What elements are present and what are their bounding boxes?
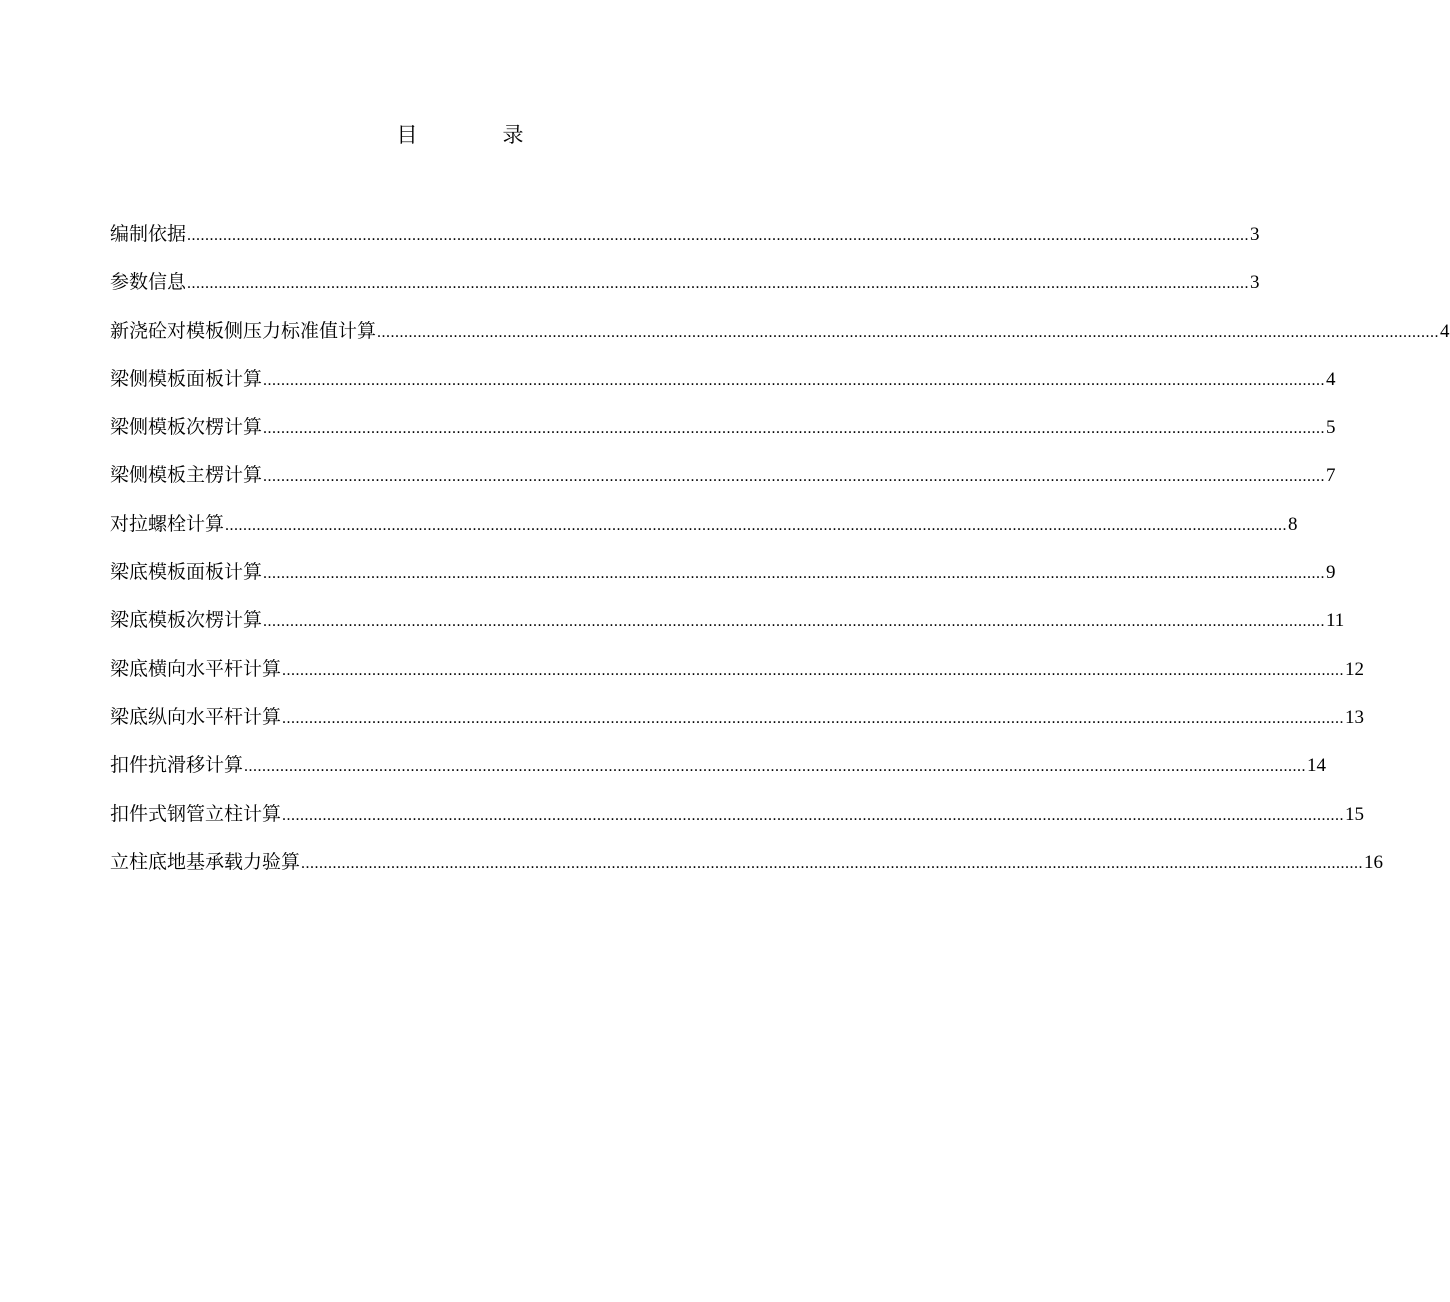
toc-entry[interactable]	[110, 699, 1365, 747]
toc-entry-page: 16	[1364, 851, 1384, 873]
toc-dot-leader: ............................................................................................................................................................................................................................................	[225, 516, 1288, 534]
toc-entry-page: 11	[1326, 610, 1345, 632]
toc-dot-leader: ............................................................................................................................................................................................................................................	[301, 854, 1364, 872]
toc-dot-leader: ............................................................................................................................................................................................................................................	[263, 565, 1326, 583]
toc-entry[interactable]	[110, 796, 1365, 844]
toc-entry-page: 12	[1345, 658, 1365, 680]
toc-entry-page: 13	[1345, 706, 1365, 728]
toc-entry-label: 新浇砼对模板侧压力标准值计算	[110, 319, 377, 342]
toc-entry[interactable]	[110, 457, 1336, 505]
toc-entry-label: 梁侧模板次楞计算	[110, 416, 263, 439]
toc-entry[interactable]	[110, 651, 1365, 699]
toc-entry-label: 梁底横向水平杆计算	[110, 657, 282, 680]
toc-entry-label: 扣件抗滑移计算	[110, 754, 244, 777]
toc-entry[interactable]	[110, 264, 1260, 312]
toc-dot-leader: ............................................................................................................................................................................................................................................	[377, 323, 1440, 341]
toc-entry[interactable]	[110, 747, 1327, 795]
toc-entry-label: 对拉螺栓计算	[110, 512, 225, 535]
toc-entry-page: 4	[1326, 368, 1336, 390]
toc-entry-page: 15	[1345, 803, 1365, 825]
toc-entry-label: 编制依据	[110, 223, 187, 245]
toc-entry[interactable]	[110, 554, 1336, 602]
toc-entry-label: 梁底模板次楞计算	[110, 609, 263, 632]
toc-entry[interactable]	[110, 602, 1345, 650]
toc-entry-label: 立柱底地基承载力验算	[110, 850, 301, 873]
toc-entry-label: 梁底纵向水平杆计算	[110, 705, 282, 728]
toc-entry-page: 8	[1288, 513, 1298, 535]
toc-entry-label: 梁底模板面板计算	[110, 561, 263, 584]
toc-dot-leader: ............................................................................................................................................................................................................................................	[263, 420, 1326, 438]
toc-entry-label: 参数信息	[110, 271, 187, 294]
toc-title: 目 录	[396, 123, 556, 147]
toc-entry-page: 3	[1250, 224, 1260, 245]
toc-dot-leader: ............................................................................................................................................................................................................................................	[282, 661, 1345, 679]
toc-entry-page: 7	[1326, 465, 1336, 487]
toc-dot-leader: ............................................................................................................................................................................................................................................	[263, 468, 1326, 486]
toc-entry-label: 梁侧模板面板计算	[110, 367, 263, 390]
toc-dot-leader: ............................................................................................................................................................................................................................................	[282, 709, 1345, 727]
toc-entry[interactable]	[110, 409, 1336, 457]
toc-entry-page: 14	[1307, 755, 1327, 777]
toc-entry-page: 5	[1326, 417, 1336, 439]
toc-entry[interactable]	[110, 361, 1336, 409]
toc-entry[interactable]	[110, 313, 1450, 361]
toc-entry-page: 4	[1440, 320, 1450, 342]
toc-entry-label: 扣件式钢管立柱计算	[110, 802, 282, 825]
toc-dot-leader: ............................................................................................................................................................................................................................................	[263, 371, 1326, 389]
toc-dot-leader: ............................................................................................................................................................................................................................................	[282, 806, 1345, 824]
toc-dot-leader: ............................................................................................................................................................................................................................................	[187, 275, 1250, 293]
toc-entry[interactable]	[110, 844, 1384, 892]
toc-dot-leader: ............................................................................................................................................................................................................................................	[187, 227, 1250, 244]
toc-entry[interactable]	[110, 506, 1298, 554]
toc-entry-label: 梁侧模板主楞计算	[110, 464, 263, 487]
toc-entry-page: 9	[1326, 562, 1336, 584]
toc-entry-page: 3	[1250, 272, 1260, 294]
toc-entry[interactable]	[110, 216, 1260, 264]
toc-dot-leader: ............................................................................................................................................................................................................................................	[263, 613, 1326, 631]
toc-list	[110, 216, 1450, 892]
toc-dot-leader: ............................................................................................................................................................................................................................................	[244, 758, 1307, 776]
